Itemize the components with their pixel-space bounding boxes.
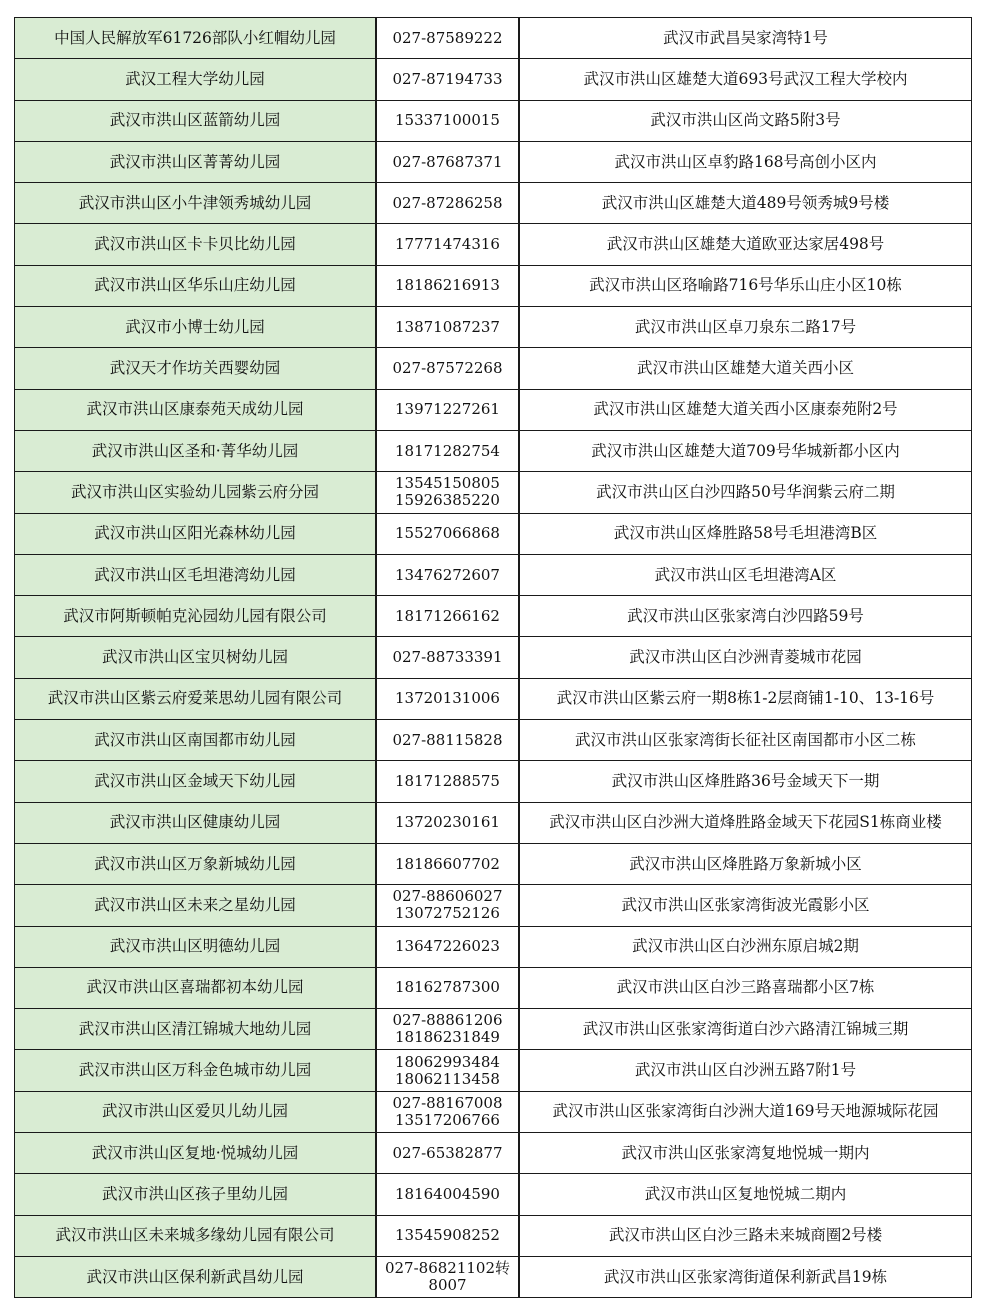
kindergarten-name-cell: 武汉市洪山区小牛津领秀城幼儿园 bbox=[15, 183, 377, 224]
phone-cell bbox=[376, 224, 519, 265]
address-cell: 武汉市洪山区白沙四路50号华润紫云府二期 bbox=[519, 472, 972, 513]
table-row bbox=[15, 720, 972, 761]
kindergarten-name-cell: 武汉市洪山区实验幼儿园紫云府分园 bbox=[15, 472, 377, 513]
phone-number: 13476272607 bbox=[395, 565, 500, 584]
table-row bbox=[15, 59, 972, 100]
phone-number: 027-88115828 bbox=[392, 730, 503, 749]
kindergarten-name-cell: 武汉市洪山区万象新城幼儿园 bbox=[15, 843, 377, 884]
kindergarten-name-cell: 武汉市洪山区孩子里幼儿园 bbox=[15, 1174, 377, 1215]
address-cell: 武汉市洪山区卓豹路168号高创小区内 bbox=[519, 141, 972, 182]
address-cell: 武汉市洪山区张家湾街道白沙六路清江锦城三期 bbox=[519, 1009, 972, 1050]
phone-number: 027-88606027 bbox=[392, 887, 503, 906]
phone-number: 027-87572268 bbox=[392, 359, 503, 378]
address-cell: 武汉市洪山区白沙三路喜瑞都小区7栋 bbox=[519, 967, 972, 1008]
kindergarten-name-cell: 中国人民解放军61726部队小红帽幼儿园 bbox=[15, 18, 377, 59]
table-row bbox=[15, 885, 972, 926]
kindergarten-name-cell: 武汉市洪山区明德幼儿园 bbox=[15, 926, 377, 967]
table-row bbox=[15, 307, 972, 348]
phone-cell bbox=[376, 926, 519, 967]
phone-cell bbox=[376, 183, 519, 224]
table-row bbox=[15, 637, 972, 678]
address-cell: 武汉市武昌吴家湾特1号 bbox=[519, 18, 972, 59]
phone-number: 027-88733391 bbox=[392, 648, 503, 667]
phone-number: 027-65382877 bbox=[392, 1143, 503, 1162]
address-cell: 武汉市洪山区白沙洲青菱城市花园 bbox=[519, 637, 972, 678]
kindergarten-name-cell: 武汉市洪山区宝贝树幼儿园 bbox=[15, 637, 377, 678]
table-row bbox=[15, 1009, 972, 1050]
phone-number: 027-87687371 bbox=[392, 152, 503, 171]
phone-number: 027-86821102转 bbox=[384, 1259, 511, 1278]
phone-number: 18062113458 bbox=[395, 1069, 500, 1088]
address-cell: 武汉市洪山区雄楚大道关西小区康泰苑附2号 bbox=[519, 389, 972, 430]
phone-number: 18162787300 bbox=[395, 978, 500, 997]
phone-cell bbox=[376, 1256, 519, 1297]
phone-cell bbox=[376, 389, 519, 430]
phone-number: 13072752126 bbox=[395, 904, 500, 923]
address-cell: 武汉市洪山区紫云府一期8栋1-2层商铺1-10、13-16号 bbox=[519, 678, 972, 719]
address-cell: 武汉市洪山区张家湾复地悦城一期内 bbox=[519, 1133, 972, 1174]
address-cell: 武汉市洪山区白沙三路未来城商圈2号楼 bbox=[519, 1215, 972, 1256]
address-cell: 武汉市洪山区张家湾街长征社区南国都市小区二栋 bbox=[519, 720, 972, 761]
phone-number: 13545150805 bbox=[395, 474, 500, 493]
kindergarten-name-cell: 武汉市洪山区毛坦港湾幼儿园 bbox=[15, 554, 377, 595]
table-row bbox=[15, 100, 972, 141]
phone-number: 027-87589222 bbox=[392, 28, 503, 47]
phone-cell bbox=[376, 1133, 519, 1174]
kindergarten-name-cell: 武汉市洪山区圣和·菁华幼儿园 bbox=[15, 430, 377, 471]
phone-cell bbox=[376, 554, 519, 595]
address-cell: 武汉市洪山区雄楚大道关西小区 bbox=[519, 348, 972, 389]
phone-cell bbox=[376, 885, 519, 926]
address-cell: 武汉市洪山区张家湾白沙四路59号 bbox=[519, 596, 972, 637]
table-row bbox=[15, 224, 972, 265]
address-cell: 武汉市洪山区雄楚大道欧亚达家居498号 bbox=[519, 224, 972, 265]
address-cell: 武汉市洪山区卓刀泉东二路17号 bbox=[519, 307, 972, 348]
phone-cell bbox=[376, 1009, 519, 1050]
phone-number: 18171288575 bbox=[395, 771, 500, 790]
kindergarten-name-cell: 武汉市洪山区保利新武昌幼儿园 bbox=[15, 1256, 377, 1297]
phone-cell bbox=[376, 348, 519, 389]
phone-cell bbox=[376, 472, 519, 513]
kindergarten-name-cell: 武汉工程大学幼儿园 bbox=[15, 59, 377, 100]
phone-number: 18062993484 bbox=[395, 1052, 500, 1071]
phone-cell bbox=[376, 141, 519, 182]
kindergarten-name-cell: 武汉市洪山区爱贝儿幼儿园 bbox=[15, 1091, 377, 1132]
phone-cell bbox=[376, 596, 519, 637]
phone-number: 18186216913 bbox=[395, 276, 500, 295]
table-row bbox=[15, 802, 972, 843]
phone-cell bbox=[376, 637, 519, 678]
phone-number: 18171266162 bbox=[395, 606, 500, 625]
table-row bbox=[15, 843, 972, 884]
phone-number: 13720131006 bbox=[395, 689, 500, 708]
phone-number: 15337100015 bbox=[395, 111, 500, 130]
address-cell: 武汉市洪山区张家湾街波光霞影小区 bbox=[519, 885, 972, 926]
address-cell: 武汉市洪山区珞喻路716号华乐山庄小区10栋 bbox=[519, 265, 972, 306]
kindergarten-name-cell: 武汉市洪山区喜瑞都初本幼儿园 bbox=[15, 967, 377, 1008]
table-row bbox=[15, 761, 972, 802]
phone-number: 15926385220 bbox=[395, 491, 500, 510]
table-row bbox=[15, 967, 972, 1008]
phone-cell bbox=[376, 1091, 519, 1132]
table-row bbox=[15, 1256, 972, 1297]
phone-number: 13971227261 bbox=[395, 400, 500, 419]
phone-number: 13720230161 bbox=[395, 813, 500, 832]
kindergarten-name-cell: 武汉市洪山区阳光森林幼儿园 bbox=[15, 513, 377, 554]
phone-cell bbox=[376, 761, 519, 802]
phone-cell bbox=[376, 1050, 519, 1091]
phone-number: 13871087237 bbox=[395, 317, 500, 336]
phone-number: 8007 bbox=[428, 1276, 467, 1295]
phone-cell bbox=[376, 802, 519, 843]
phone-cell bbox=[376, 1215, 519, 1256]
table-row bbox=[15, 18, 972, 59]
address-cell: 武汉市洪山区雄楚大道693号武汉工程大学校内 bbox=[519, 59, 972, 100]
kindergarten-name-cell: 武汉市洪山区康泰苑天成幼儿园 bbox=[15, 389, 377, 430]
kindergarten-table bbox=[14, 17, 972, 1298]
phone-number: 15527066868 bbox=[395, 524, 500, 543]
table-row bbox=[15, 183, 972, 224]
table-row bbox=[15, 678, 972, 719]
address-cell: 武汉市洪山区雄楚大道489号领秀城9号楼 bbox=[519, 183, 972, 224]
table-row bbox=[15, 348, 972, 389]
phone-number: 027-87194733 bbox=[392, 69, 503, 88]
table-row bbox=[15, 596, 972, 637]
kindergarten-name-cell: 武汉市洪山区未来之星幼儿园 bbox=[15, 885, 377, 926]
table-row bbox=[15, 1050, 972, 1091]
phone-cell bbox=[376, 678, 519, 719]
phone-cell bbox=[376, 430, 519, 471]
kindergarten-name-cell: 武汉市洪山区未来城多缘幼儿园有限公司 bbox=[15, 1215, 377, 1256]
phone-number: 18186231849 bbox=[395, 1028, 500, 1047]
phone-cell bbox=[376, 513, 519, 554]
address-cell: 武汉市洪山区尚文路5附3号 bbox=[519, 100, 972, 141]
address-cell: 武汉市洪山区张家湾街白沙洲大道169号天地源城际花园 bbox=[519, 1091, 972, 1132]
table-row bbox=[15, 554, 972, 595]
phone-number: 18171282754 bbox=[395, 441, 500, 460]
address-cell: 武汉市洪山区烽胜路万象新城小区 bbox=[519, 843, 972, 884]
phone-number: 18186607702 bbox=[395, 854, 500, 873]
table-row bbox=[15, 1174, 972, 1215]
phone-number: 13647226023 bbox=[395, 937, 500, 956]
kindergarten-name-cell: 武汉市洪山区南国都市幼儿园 bbox=[15, 720, 377, 761]
kindergarten-name-cell: 武汉市洪山区复地·悦城幼儿园 bbox=[15, 1133, 377, 1174]
kindergarten-name-cell: 武汉市洪山区菁菁幼儿园 bbox=[15, 141, 377, 182]
kindergarten-name-cell: 武汉市小博士幼儿园 bbox=[15, 307, 377, 348]
phone-number: 027-87286258 bbox=[392, 193, 503, 212]
table-row bbox=[15, 430, 972, 471]
table-row bbox=[15, 513, 972, 554]
table-body bbox=[15, 18, 972, 1298]
table-row bbox=[15, 926, 972, 967]
table-row bbox=[15, 472, 972, 513]
kindergarten-name-cell: 武汉天才作坊关西婴幼园 bbox=[15, 348, 377, 389]
address-cell: 武汉市洪山区张家湾街道保利新武昌19栋 bbox=[519, 1256, 972, 1297]
kindergarten-name-cell: 武汉市洪山区健康幼儿园 bbox=[15, 802, 377, 843]
phone-number: 027-88861206 bbox=[392, 1011, 503, 1030]
phone-number: 18164004590 bbox=[395, 1184, 500, 1203]
kindergarten-name-cell: 武汉市洪山区万科金色城市幼儿园 bbox=[15, 1050, 377, 1091]
kindergarten-name-cell: 武汉市洪山区清江锦城大地幼儿园 bbox=[15, 1009, 377, 1050]
kindergarten-name-cell: 武汉市洪山区华乐山庄幼儿园 bbox=[15, 265, 377, 306]
table-row bbox=[15, 389, 972, 430]
phone-number: 027-88167008 bbox=[392, 1093, 503, 1112]
phone-cell bbox=[376, 843, 519, 884]
phone-cell bbox=[376, 967, 519, 1008]
table-row bbox=[15, 141, 972, 182]
address-cell: 武汉市洪山区烽胜路36号金域天下一期 bbox=[519, 761, 972, 802]
phone-cell bbox=[376, 1174, 519, 1215]
kindergarten-name-cell: 武汉市洪山区金域天下幼儿园 bbox=[15, 761, 377, 802]
phone-number: 13545908252 bbox=[395, 1226, 500, 1245]
phone-cell bbox=[376, 265, 519, 306]
address-cell: 武汉市洪山区毛坦港湾A区 bbox=[519, 554, 972, 595]
kindergarten-name-cell: 武汉市洪山区卡卡贝比幼儿园 bbox=[15, 224, 377, 265]
address-cell: 武汉市洪山区白沙洲五路7附1号 bbox=[519, 1050, 972, 1091]
address-cell: 武汉市洪山区烽胜路58号毛坦港湾B区 bbox=[519, 513, 972, 554]
table-row bbox=[15, 265, 972, 306]
address-cell: 武汉市洪山区白沙洲东原启城2期 bbox=[519, 926, 972, 967]
kindergarten-name-cell: 武汉市洪山区蓝箭幼儿园 bbox=[15, 100, 377, 141]
phone-cell bbox=[376, 59, 519, 100]
phone-number: 13517206766 bbox=[395, 1110, 500, 1129]
address-cell: 武汉市洪山区白沙洲大道烽胜路金域天下花园S1栋商业楼 bbox=[519, 802, 972, 843]
phone-cell bbox=[376, 100, 519, 141]
kindergarten-name-cell: 武汉市洪山区紫云府爱莱思幼儿园有限公司 bbox=[15, 678, 377, 719]
phone-cell bbox=[376, 307, 519, 348]
phone-cell bbox=[376, 720, 519, 761]
kindergarten-name-cell: 武汉市阿斯顿帕克沁园幼儿园有限公司 bbox=[15, 596, 377, 637]
address-cell: 武汉市洪山区复地悦城二期内 bbox=[519, 1174, 972, 1215]
table-row bbox=[15, 1091, 972, 1132]
table-row bbox=[15, 1215, 972, 1256]
table-row bbox=[15, 1133, 972, 1174]
phone-number: 17771474316 bbox=[395, 235, 500, 254]
address-cell: 武汉市洪山区雄楚大道709号华城新都小区内 bbox=[519, 430, 972, 471]
phone-cell bbox=[376, 18, 519, 59]
